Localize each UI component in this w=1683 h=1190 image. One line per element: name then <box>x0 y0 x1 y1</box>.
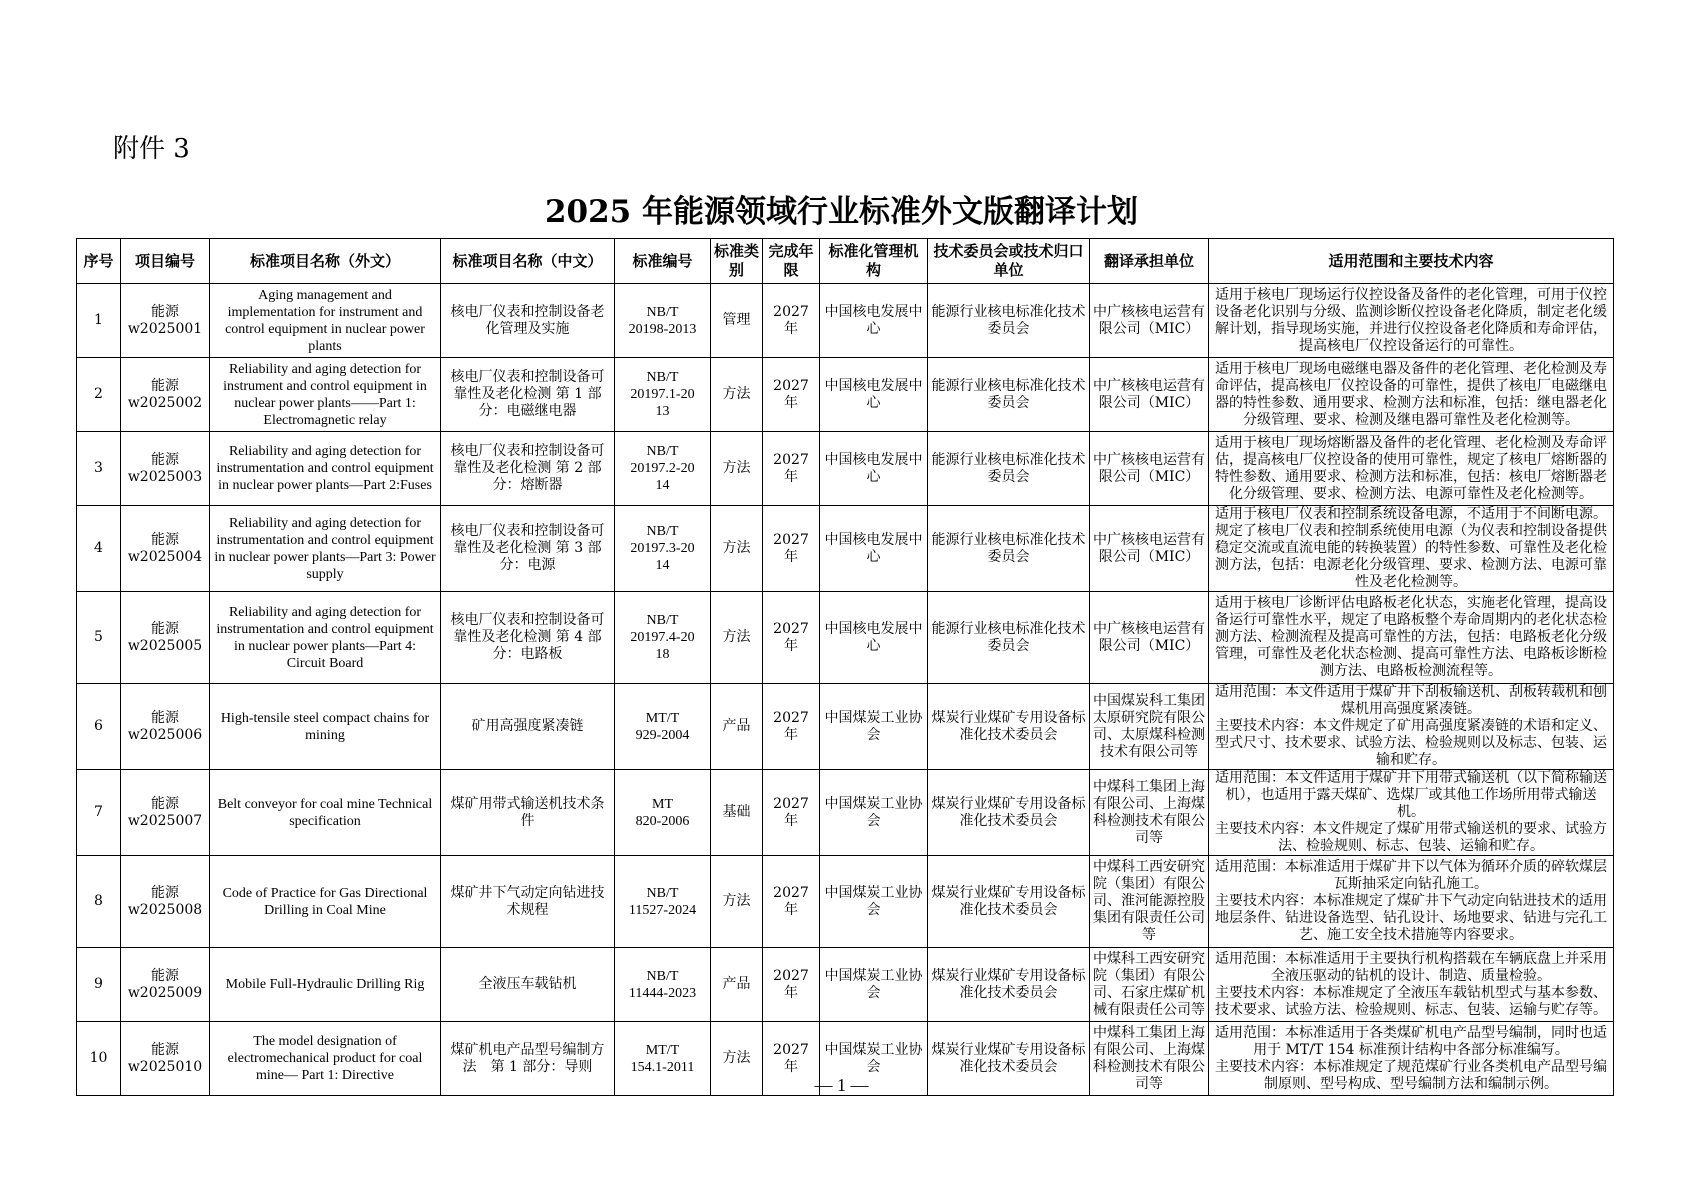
cell-deadline: 2027 年 <box>763 770 820 856</box>
cell-scope <box>1209 432 1614 506</box>
cell-name-en: Code of Practice for Gas Directional Drilling in Coal Mine <box>210 856 441 948</box>
page-number: — 1 — <box>814 1075 869 1095</box>
cell-agency: 中国核电发展中心 <box>820 506 928 592</box>
cell-category: 方法 <box>711 358 763 432</box>
cell-scope <box>1209 358 1614 432</box>
cell-deadline: 2027 年 <box>763 284 820 358</box>
cell-std-no: NB/T 20197.2-20 14 <box>615 432 711 506</box>
cell-category: 方法 <box>711 506 763 592</box>
cell-std-no: MT/T 929-2004 <box>615 684 711 770</box>
cell-name-cn: 全液压车载钻机 <box>441 948 615 1022</box>
cell-seq: 6 <box>77 684 121 770</box>
cell-project-no: 能源 w2025003 <box>121 432 210 506</box>
cell-project-no: 能源 w2025001 <box>121 284 210 358</box>
cell-seq: 9 <box>77 948 121 1022</box>
cell-deadline: 2027 年 <box>763 432 820 506</box>
table-row <box>77 506 1614 592</box>
cell-scope <box>1209 856 1614 948</box>
cell-translator: 中煤科工集团上海有限公司、上海煤科检测技术有限公司等 <box>1090 1022 1209 1096</box>
cell-deadline: 2027 年 <box>763 1022 820 1096</box>
translation-plan-table <box>76 238 1614 1096</box>
cell-name-cn: 煤矿机电产品型号编制方法 第 1 部分：导则 <box>441 1022 615 1096</box>
scope-paragraph: 适用于核电厂现场电磁继电器及备件的老化管理、老化检测及寿命评估，提高核电厂仪控设备的可靠性，提供了核电厂电磁继电器的特性参数、通用要求、检测方法和标准，包括：继电器老化分级管理、要求、检测及继电器可靠性及老化检测等。 <box>1215 360 1607 428</box>
cell-std-no: MT 820-2006 <box>615 770 711 856</box>
cell-name-en: Reliability and aging detection for instrument and control equipment in nuclear power plants——Part 1: Electromagnetic relay <box>210 358 441 432</box>
scope-paragraph: 主要技术内容：本文件规定了矿用高强度紧凑链的术语和定义、型式尺寸、技术要求、试验方法、检验规则以及标志、包装、运输和贮存。 <box>1215 718 1607 768</box>
cell-seq: 2 <box>77 358 121 432</box>
cell-agency: 中国核电发展中心 <box>820 284 928 358</box>
scope-paragraph: 主要技术内容：本标准规定了全液压车载钻机型式与基本参数、技术要求、试验方法、检验规则、标志、包装、运输与贮存等。 <box>1215 984 1607 1018</box>
scope-paragraph: 主要技术内容：本标准规定了煤矿井下气动定向钻进技术的适用地层条件、钻进设备选型、钻孔设计、场地要求、钻进与完孔工艺、施工安全技术措施等内容要求。 <box>1215 893 1607 943</box>
header-agency: 标准化管理机构 <box>820 239 928 284</box>
header-std-no: 标准编号 <box>615 239 711 284</box>
scope-paragraph: 适用于核电厂现场熔断器及备件的老化管理、老化检测及寿命评估，提高核电厂仪控设备的使用可靠性，规定了核电厂熔断器的特性参数、通用要求、检测方法和标准，包括：核电厂熔断器老化分级管理、要求、检测方法、电源可靠性及老化检测等。 <box>1215 434 1607 502</box>
cell-agency: 中国核电发展中心 <box>820 592 928 684</box>
table-row <box>77 948 1614 1022</box>
cell-seq: 4 <box>77 506 121 592</box>
table-row <box>77 284 1614 358</box>
scope-paragraph: 适用于核电厂仪表和控制系统设备电源，不适用于不间断电源。规定了核电厂仪表和控制系统使用电源（为仪表和控制设备提供稳定交流或直流电能的转换装置）的特性参数、可靠性及老化检测方法，包括：电源老化分级管理、要求、检测方法、电源可靠性及老化检测等。 <box>1215 506 1607 590</box>
cell-name-cn: 煤矿井下气动定向钻进技术规程 <box>441 856 615 948</box>
cell-translator: 中国煤炭科工集团太原研究院有限公司、太原煤科检测技术有限公司等 <box>1090 684 1209 770</box>
table-row <box>77 358 1614 432</box>
cell-agency: 中国煤炭工业协会 <box>820 856 928 948</box>
cell-project-no: 能源 w2025002 <box>121 358 210 432</box>
scope-paragraph: 适用范围：本标准适用于煤矿井下以气体为循环介质的碎软煤层瓦斯抽采定向钻孔施工。 <box>1215 859 1607 892</box>
cell-scope <box>1209 592 1614 684</box>
header-scope: 适用范围和主要技术内容 <box>1209 239 1614 284</box>
cell-committee: 煤炭行业煤矿专用设备标准化技术委员会 <box>928 948 1090 1022</box>
cell-seq: 1 <box>77 284 121 358</box>
scope-paragraph: 适用于核电厂诊断评估电路板老化状态，实施老化管理，提高设备运行可靠性水平，规定了电路板整个寿命周期内的老化状态检测方法、检测流程及提高可靠性的方法，包括：电路板老化分级管理，可靠性及老化状态检测、提高可靠性方法、电路板诊断检测方法、电路板检测流程等。 <box>1215 595 1607 679</box>
scope-paragraph: 适用于核电厂现场运行仪控设备及备件的老化管理，可用于仪控设备老化识别与分级、监测诊断仪控设备老化降质，制定老化缓解计划，指导现场实施，并进行仪控设备老化降质和寿命评估，提高核电厂仪控设备运行的可靠性。 <box>1215 286 1607 354</box>
cell-name-cn: 煤矿用带式输送机技术条件 <box>441 770 615 856</box>
cell-seq: 10 <box>77 1022 121 1096</box>
cell-committee: 能源行业核电标准化技术委员会 <box>928 284 1090 358</box>
cell-name-en: Belt conveyor for coal mine Technical specification <box>210 770 441 856</box>
cell-name-en: Aging management and implementation for instrument and control equipment in nuclear power plants <box>210 284 441 358</box>
cell-deadline: 2027 年 <box>763 856 820 948</box>
scope-paragraph: 适用范围：本标准适用于主要执行机构搭载在车辆底盘上并采用全液压驱动的钻机的设计、制造、质量检验。 <box>1215 950 1607 984</box>
cell-committee: 能源行业核电标准化技术委员会 <box>928 592 1090 684</box>
cell-translator: 中广核核电运营有限公司（MIC） <box>1090 432 1209 506</box>
cell-scope <box>1209 948 1614 1022</box>
cell-seq: 8 <box>77 856 121 948</box>
cell-category: 方法 <box>711 432 763 506</box>
cell-committee: 能源行业核电标准化技术委员会 <box>928 432 1090 506</box>
cell-translator: 中煤科工集团上海有限公司、上海煤科检测技术有限公司等 <box>1090 770 1209 856</box>
cell-category: 方法 <box>711 1022 763 1096</box>
cell-category: 管理 <box>711 284 763 358</box>
scope-paragraph: 适用范围：本标准适用于各类煤矿机电产品型号编制，同时也适用于 MT/T 154 标准预计结构中各部分标准编写。 <box>1215 1024 1607 1058</box>
cell-project-no: 能源 w2025006 <box>121 684 210 770</box>
cell-std-no: MT/T 154.1-2011 <box>615 1022 711 1096</box>
cell-category: 基础 <box>711 770 763 856</box>
cell-deadline: 2027 年 <box>763 506 820 592</box>
cell-seq: 5 <box>77 592 121 684</box>
cell-std-no: NB/T 20197.4-20 18 <box>615 592 711 684</box>
cell-deadline: 2027 年 <box>763 948 820 1022</box>
table-row <box>77 770 1614 856</box>
cell-std-no: NB/T 11527-2024 <box>615 856 711 948</box>
cell-name-en: High-tensile steel compact chains for mining <box>210 684 441 770</box>
cell-category: 方法 <box>711 592 763 684</box>
cell-deadline: 2027 年 <box>763 358 820 432</box>
cell-scope <box>1209 684 1614 770</box>
cell-name-en: Reliability and aging detection for instrumentation and control equipment in nuclear power plants—Part 3: Power supply <box>210 506 441 592</box>
table-row <box>77 684 1614 770</box>
cell-category: 产品 <box>711 948 763 1022</box>
cell-translator: 中广核核电运营有限公司（MIC） <box>1090 358 1209 432</box>
cell-project-no: 能源 w2025007 <box>121 770 210 856</box>
cell-translator: 中广核核电运营有限公司（MIC） <box>1090 592 1209 684</box>
cell-std-no: NB/T 20197.1-20 13 <box>615 358 711 432</box>
cell-committee: 煤炭行业煤矿专用设备标准化技术委员会 <box>928 1022 1090 1096</box>
cell-name-cn: 核电厂仪表和控制设备老化管理及实施 <box>441 284 615 358</box>
scope-paragraph: 适用范围：本文件适用于煤矿井下用带式输送机（以下简称输送机），也适用于露天煤矿、选煤厂或其他工作场所用带式输送机。 <box>1215 770 1607 820</box>
cell-name-en: Mobile Full-Hydraulic Drilling Rig <box>210 948 441 1022</box>
cell-deadline: 2027 年 <box>763 684 820 770</box>
cell-agency: 中国煤炭工业协会 <box>820 948 928 1022</box>
cell-agency: 中国煤炭工业协会 <box>820 684 928 770</box>
header-name-en: 标准项目名称（外文） <box>210 239 441 284</box>
cell-scope <box>1209 770 1614 856</box>
cell-project-no: 能源 w2025010 <box>121 1022 210 1096</box>
cell-translator: 中广核核电运营有限公司（MIC） <box>1090 284 1209 358</box>
cell-committee: 能源行业核电标准化技术委员会 <box>928 506 1090 592</box>
cell-seq: 3 <box>77 432 121 506</box>
cell-name-cn: 矿用高强度紧凑链 <box>441 684 615 770</box>
page-title: 2025 年能源领域行业标准外文版翻译计划 <box>544 194 1139 230</box>
header-project-no: 项目编号 <box>121 239 210 284</box>
table-header-row <box>77 239 1614 284</box>
cell-std-no: NB/T 20198-2013 <box>615 284 711 358</box>
cell-project-no: 能源 w2025004 <box>121 506 210 592</box>
cell-name-en: Reliability and aging detection for instrumentation and control equipment in nuclear power plants—Part 4: Circuit Board <box>210 592 441 684</box>
cell-seq: 7 <box>77 770 121 856</box>
cell-translator: 中煤科工西安研究院（集团）有限公司、石家庄煤矿机械有限责任公司等 <box>1090 948 1209 1022</box>
header-name-cn: 标准项目名称（中文） <box>441 239 615 284</box>
cell-agency: 中国核电发展中心 <box>820 358 928 432</box>
cell-std-no: NB/T 20197.3-20 14 <box>615 506 711 592</box>
header-deadline: 完成年限 <box>763 239 820 284</box>
header-translator: 翻译承担单位 <box>1090 239 1209 284</box>
header-seq: 序号 <box>77 239 121 284</box>
cell-committee: 煤炭行业煤矿专用设备标准化技术委员会 <box>928 856 1090 948</box>
cell-name-cn: 核电厂仪表和控制设备可靠性及老化检测 第 4 部分：电路板 <box>441 592 615 684</box>
cell-scope <box>1209 506 1614 592</box>
scope-paragraph: 主要技术内容：本标准规定了规范煤矿行业各类机电产品型号编制原则、型号构成、型号编制方法和编制示例。 <box>1215 1058 1607 1092</box>
table-row <box>77 856 1614 948</box>
cell-project-no: 能源 w2025005 <box>121 592 210 684</box>
cell-agency: 中国核电发展中心 <box>820 432 928 506</box>
cell-deadline: 2027 年 <box>763 592 820 684</box>
cell-std-no: NB/T 11444-2023 <box>615 948 711 1022</box>
header-committee: 技术委员会或技术归口单位 <box>928 239 1090 284</box>
cell-committee: 能源行业核电标准化技术委员会 <box>928 358 1090 432</box>
cell-translator: 中广核核电运营有限公司（MIC） <box>1090 506 1209 592</box>
table-row <box>77 592 1614 684</box>
cell-translator: 中煤科工西安研究院（集团）有限公司、淮河能源控股集团有限责任公司等 <box>1090 856 1209 948</box>
attachment-label: 附件 3 <box>113 134 190 164</box>
cell-committee: 煤炭行业煤矿专用设备标准化技术委员会 <box>928 684 1090 770</box>
cell-name-cn: 核电厂仪表和控制设备可靠性及老化检测 第 3 部分：电源 <box>441 506 615 592</box>
table-row <box>77 432 1614 506</box>
cell-name-en: Reliability and aging detection for instrumentation and control equipment in nuclear power plants—Part 2:Fuses <box>210 432 441 506</box>
cell-committee: 煤炭行业煤矿专用设备标准化技术委员会 <box>928 770 1090 856</box>
scope-paragraph: 主要技术内容：本文件规定了煤矿用带式输送机的要求、试验方法、检验规则、标志、包装、运输和贮存。 <box>1215 821 1607 854</box>
scope-paragraph: 适用范围：本文件适用于煤矿井下刮板输送机、刮板转载机和刨煤机用高强度紧凑链。 <box>1215 684 1607 717</box>
header-category: 标准类别 <box>711 239 763 284</box>
cell-scope <box>1209 284 1614 358</box>
cell-agency: 中国煤炭工业协会 <box>820 1022 928 1096</box>
cell-project-no: 能源 w2025009 <box>121 948 210 1022</box>
cell-category: 方法 <box>711 856 763 948</box>
cell-name-en: The model designation of electromechanical product for coal mine— Part 1: Directive <box>210 1022 441 1096</box>
cell-category: 产品 <box>711 684 763 770</box>
table-body <box>77 284 1614 1096</box>
cell-name-cn: 核电厂仪表和控制设备可靠性及老化检测 第 2 部分：熔断器 <box>441 432 615 506</box>
cell-project-no: 能源 w2025008 <box>121 856 210 948</box>
cell-name-cn: 核电厂仪表和控制设备可靠性及老化检测 第 1 部分：电磁继电器 <box>441 358 615 432</box>
cell-agency: 中国煤炭工业协会 <box>820 770 928 856</box>
